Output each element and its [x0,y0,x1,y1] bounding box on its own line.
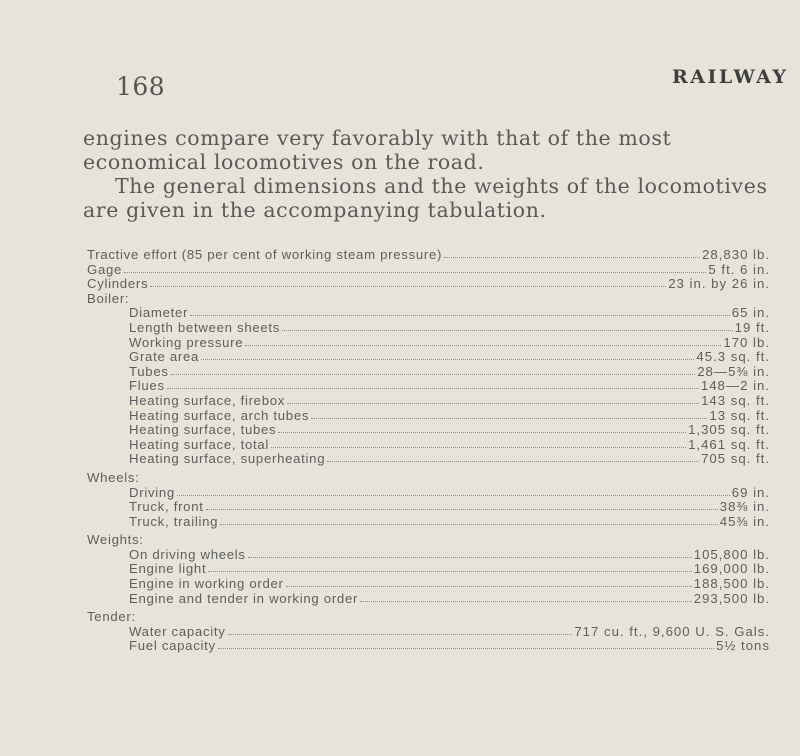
row-value: 28—5⅜ in. [697,363,770,379]
table-row [87,248,770,263]
row-label: Engine in working order [129,576,284,592]
row-value: 169,000 lb. [693,561,770,577]
dot-leader [287,402,699,404]
page-number: 168 [116,72,166,101]
dot-leader [444,256,700,258]
row-label: Fuel capacity [129,638,216,654]
table-row [87,365,770,380]
row-label: Driving [129,484,175,500]
table-row [87,500,770,515]
table-row [87,548,770,563]
row-value: 45⅜ in. [719,513,770,529]
row-value: 28,830 lb. [702,247,770,262]
row-value: 705 sq. ft. [701,451,770,467]
table-row [87,306,770,321]
row-value: 143 sq. ft. [701,392,770,408]
dot-leader [201,358,694,360]
table-row [87,486,770,501]
row-label: Truck, front [129,499,204,515]
table-row [87,321,770,336]
row-label: Cylinders [87,276,149,292]
row-label: Grate area [129,349,200,365]
row-label: Flues [129,378,165,394]
dot-leader [311,417,707,419]
running-head: RAILWAY [672,66,789,88]
row-label: Working pressure [129,334,244,350]
row-value: 1,305 sq. ft. [688,422,770,438]
row-value: 13 sq. ft. [709,407,770,423]
row-label: Water capacity [129,623,226,639]
section-heading-boiler [87,292,770,307]
row-value: 717 cu. ft., 9,600 U. S. Gals. [574,623,770,639]
dot-leader [190,314,730,316]
table-row [87,438,770,453]
dot-leader [278,431,686,433]
dot-leader [271,446,686,448]
table-row [87,592,770,607]
row-value: 65 in. [731,305,770,321]
dot-leader [167,387,699,389]
table-row [87,639,770,654]
paragraph-continuation: engines compare very favorably with that of the most economical locomotives on the road. [83,126,672,174]
row-label: Heating surface, firebox [129,392,286,408]
row-label: Diameter [129,305,189,321]
body-text [83,126,773,222]
section-heading-label: Tender: [87,609,136,625]
section-heading-tender [87,610,770,625]
table-row [87,350,770,365]
row-value: 105,800 lb. [693,546,770,562]
row-value: 5 ft. 6 in. [708,261,770,277]
dot-leader [245,344,721,346]
row-value: 19 ft. [734,319,770,335]
row-label: Engine light [129,561,207,577]
dot-leader [150,285,666,287]
row-label: Engine and tender in working order [129,590,359,606]
dot-leader [360,600,692,602]
table-row [87,423,770,438]
dot-leader [171,373,696,375]
section-heading-label: Wheels: [87,469,140,485]
section-heading-label: Weights: [87,532,144,548]
row-label: Heating surface, superheating [129,451,326,467]
row-value: 148—2 in. [700,378,770,394]
row-label: On driving wheels [129,546,246,562]
table-row [87,336,770,351]
row-label: Heating surface, tubes [129,422,277,438]
row-value: 23 in. by 26 in. [668,276,770,292]
table-row [87,409,770,424]
dot-leader [208,570,691,572]
dot-leader [124,271,706,273]
table-row [87,394,770,409]
section-heading-weights [87,533,770,548]
row-label: Gage [87,261,123,277]
dot-leader [206,508,718,510]
row-label: Heating surface, arch tubes [129,407,310,423]
dot-leader [228,633,573,635]
section-heading-wheels [87,471,770,486]
paragraph-dimensions-intro: The general dimensions and the weights of the locomotives are given in the accompanying tabulation. [83,174,768,222]
dot-leader [220,523,718,525]
dot-leader [177,494,730,496]
table-row [87,625,770,640]
row-label: Truck, trailing [129,513,219,529]
row-value: 1,461 sq. ft. [688,436,770,452]
row-value: 69 in. [731,484,770,500]
row-label: Tractive effort (85 per cent of working steam pressure) [87,247,443,262]
row-value: 5½ tons [716,638,770,654]
row-value: 188,500 lb. [693,576,770,592]
dot-leader [286,585,692,587]
row-label: Length between sheets [129,319,281,335]
row-value: 45.3 sq. ft. [696,349,770,365]
table-row [87,515,770,530]
row-value: 38⅜ in. [719,499,770,515]
dot-leader [327,460,699,462]
dot-leader [248,556,692,558]
row-label: Tubes [129,363,169,379]
dot-leader [282,329,733,331]
table-row [87,452,770,467]
dot-leader [218,647,714,649]
table-row [87,263,770,278]
row-label: Heating surface, total [129,436,270,452]
table-row [87,277,770,292]
row-value: 170 lb. [723,334,770,350]
dimensions-table [87,248,770,654]
table-row [87,379,770,394]
row-value: 293,500 lb. [693,590,770,606]
table-row [87,577,770,592]
section-heading-label: Boiler: [87,290,130,306]
table-row [87,562,770,577]
